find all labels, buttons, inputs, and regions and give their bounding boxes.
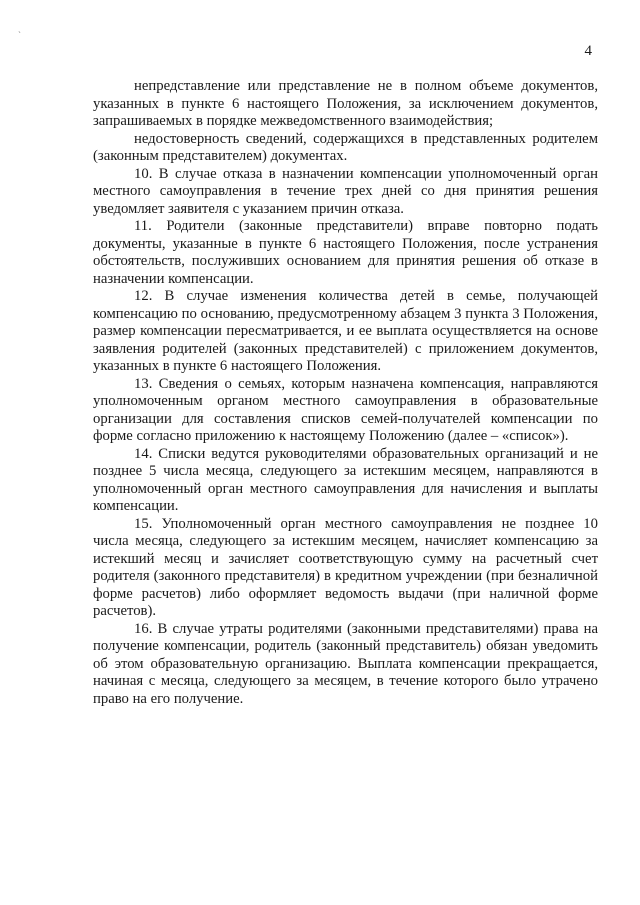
paragraph-12: 12. В случае изменения количества детей в семье, получающей компенсацию по основанию, предусмотренному абзацем 3 пункта 3 Положения, размер компенсации пересматривается, и ее выплата осуществляется на основе заявления родителей (законных представителей) с приложением документов, указанных в пункте 6 настоящего Положения. [93, 288, 598, 374]
page-number: 4 [584, 43, 592, 59]
document-body [93, 78, 598, 708]
paragraph-11: 11. Родители (законные представители) вправе повторно подать документы, указанные в пункте 6 настоящего Положения, после устранения обстоятельств, послуживших основанием для принятия решения об отказе в назначении компенсации. [93, 218, 598, 287]
scan-mark: ` [18, 30, 21, 40]
paragraph-clause-nonsubmission: непредставление или представление не в полном объеме документов, указанных в пункте 6 настоящего Положения, за исключением документов, запрашиваемых в порядке межведомственного взаимодействия; [93, 78, 598, 129]
paragraph-14: 14. Списки ведутся руководителями образовательных организаций и не позднее 5 числа месяца, следующего за истекшим месяцем, направляются в уполномоченный орган местного самоуправления для начисления и выплаты компенсации. [93, 445, 598, 514]
paragraph-13: 13. Сведения о семьях, которым назначена компенсация, направляются уполномоченным органом местного самоуправления в образовательные организации для составления списков семей-получателей компенсации по форме согласно приложению к настоящему Положению (далее – «список»). [93, 375, 598, 444]
paragraph-15: 15. Уполномоченный орган местного самоуправления не позднее 10 числа месяца, следующего за истекшим месяцем, начисляет компенсацию за истекший месяц и зачисляет соответствующую сумму на расчетный счет родителя (законного представителя) в кредитном учреждении (при безналичной форме расчетов) либо оформляет ведомость выдачи (при наличной форме расчетов). [93, 515, 598, 619]
paragraph-10: 10. В случае отказа в назначении компенсации уполномоченный орган местного самоуправления в течение трех дней со дня принятия решения уведомляет заявителя с указанием причин отказа. [93, 165, 598, 217]
paragraph-16: 16. В случае утраты родителями (законными представителями) права на получение компенсации, родитель (законный представитель) обязан уведомить об этом образовательную организацию. Выплата компенсации прекращается, начиная с месяца, следующего за месяцем, в течение которого было утрачено право на его получение. [93, 620, 598, 707]
paragraph-clause-inaccuracy: недостоверность сведений, содержащихся в представленных родителем (законным представителем) документах. [93, 130, 598, 164]
